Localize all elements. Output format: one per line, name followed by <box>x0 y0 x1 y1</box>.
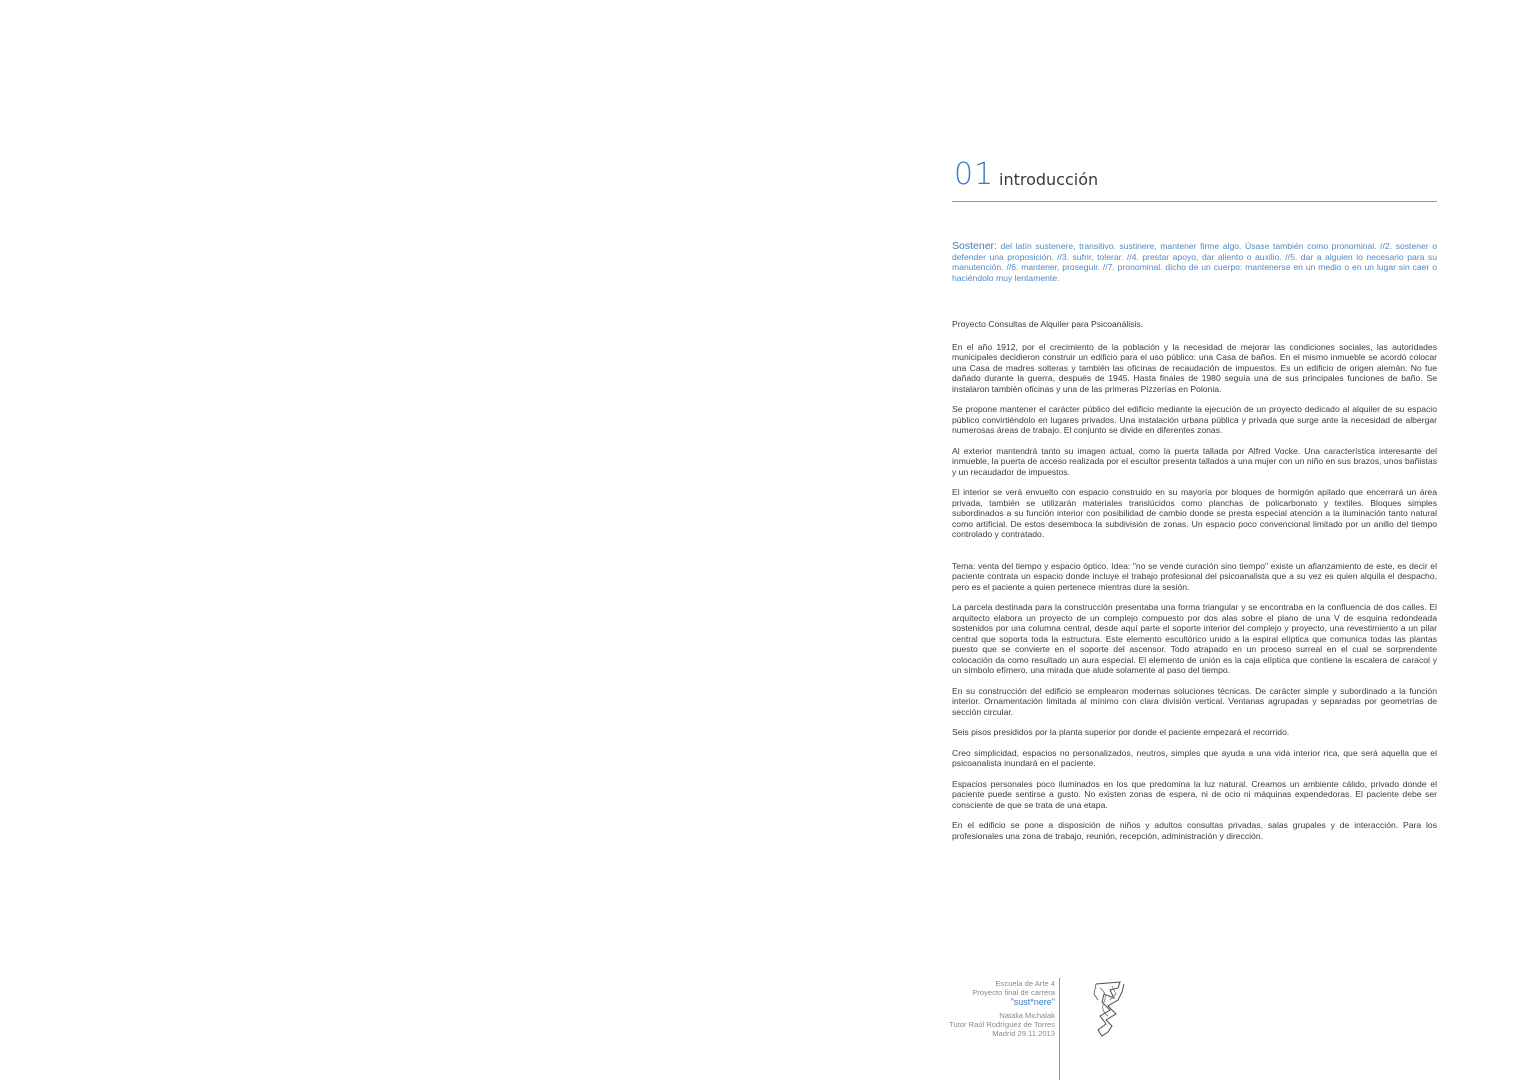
definition-term: Sostener: <box>952 240 997 252</box>
section-title: introducción <box>999 170 1099 189</box>
footer-author: Natalia Michalak <box>999 1011 1055 1021</box>
body-paragraph-exterior: Al exterior mantendrá tanto su imagen actual, como la puerta tallada por Alfred Vocke. Una característica interesante del inmueble, la puerta de acceso realizada por el escultor presenta tallados a una mujer con un niño en sus brazos, unos bañistas y un recaudador de impuestos. <box>952 445 1437 477</box>
body-paragraph-floors: Seis pisos presididos por la planta superior por donde el paciente empezará el recorrido. <box>952 727 1290 737</box>
body-paragraph-proposal: Se propone mantener el carácter público del edificio mediante la ejecución de un proyecto dedicado al alquiler de su espacio público convirtiéndolo en lugares privados. Una instalación urbana pública y privada que surge ante la necesidad de albergar numerosas áreas de trabajo. El conjunto se divide en diferentes zonas. <box>952 404 1437 435</box>
footer-school: Escuela de Arte 4 <box>995 979 1055 988</box>
body-text <box>952 319 1437 851</box>
body-paragraph-history: En el año 1912, por el crecimiento de la población y la necesidad de mejorar las condiciones sociales, las autoridades municipales decidieron construir un edificio para el uso público: una Casa de baños. En el mismo inmueble se acordó colocar una Casa de madres solteras y también las oficinas de recaudación de impuestos. Es un edificio de origen alemán. No fue dañado durante la guerra, después de 1945. Hasta finales de 1980 seguía una de sus principales funciones de baño. Se instalaron también oficinas y una de las primeras Pizzerías en Polonia. <box>952 341 1437 394</box>
footer-tutor: Tutor Raúl Rodríguez de Torres <box>949 1020 1055 1030</box>
definition-text: del latín sustenere, transitivo. sustinere, mantener firme algo. Úsase también como pronominal. //2. sostener o defender una proposición. //3. sufrir, tolerar. //4. prestar apoyo, dar aliento o auxilio. //5. dar a alguien lo necesario para su manutención. //6. mantener, proseguir. //7. pronominal. dicho de un cuerpo: mantenerse en un medio o en un lugar sin caer o haciéndolo muy lentamente. <box>952 241 1437 283</box>
section-number: 01 <box>954 157 995 192</box>
body-paragraph-project: Proyecto Consultas de Alquiler para Psicoanálisis. <box>952 319 1144 329</box>
body-paragraph-theme: Tema: venta del tiempo y espacio óptico. Idea: "no se vende curación sino tiempo" existe un afianzamiento de este, es decir el paciente contrata un espacio donde incluye el trabajo profesional del psicoanalista que a su vez es quien alquila el despacho, pero es el paciente a quien pertenece mientras dure la sesión. <box>952 560 1437 592</box>
footer-project-name: "sust*nere" <box>1010 996 1055 1007</box>
body-paragraph-spaces: Espacios personales poco iluminados en los que predomina la luz natural. Creamos un ambiente cálido, privado donde el paciente puede sentirse a gusto. No existen zonas de espera, ni de ocio ni máquinas expendedoras. El paciente debe ser consciente de que se trata de una etapa. <box>952 778 1437 810</box>
footer-date: Madrid 29.11.2013 <box>992 1028 1055 1038</box>
section-header <box>952 155 1437 202</box>
body-paragraph-construction: En su construcción del edificio se emplearon modernas soluciones técnicas. De carácter simple y subordinado a la función interior. Ornamentación limitada al mínimo con clara división vertical. Ventanas agrupadas y separadas por geometrías de sección circular. <box>952 685 1437 717</box>
footer-divider <box>1059 978 1060 1080</box>
definition-paragraph <box>952 241 1437 283</box>
body-paragraph-program: En el edificio se pone a disposición de niños y adultos consultas privadas, salas grupales y de interacción. Para los profesionales una zona de trabajo, reunión, recepción, administración y dirección. <box>952 820 1437 841</box>
abstract-figure-logo-icon <box>1090 980 1126 1038</box>
footer-credits <box>930 980 1055 1039</box>
body-paragraph-site: La parcela destinada para la construcción presentaba una forma triangular y se encontraba en la confluencia de dos calles. El arquitecto elabora un proyecto de un complejo compuesto por dos alas sobre el plano de una V de esquina redondeada sostenidos por una columna central, desde aquí parte el soporte interior del complejo y proyecto, una revestimiento a un pilar central que soporta toda la estructura. Este elemento escultórico unido a la espiral elíptica que comunica todas las plantas puesto que se convierte en el soporte del ascensor. Todo atrapado en un proceso surreal en el cual se sorprendente colocación da como resultado un aura especial. El elemento de unión es la caja elíptica que contiene la escalera de caracol y un símbolo efímero, una mirada que alude solamente al paso del tiempo. <box>952 602 1437 675</box>
footer-course: Proyecto final de carrera <box>972 987 1055 997</box>
body-paragraph-interior: El interior se verá envuelto con espacio construido en su mayoría por bloques de hormigón apilado que encerrará un área privada, también se utilizarán materiales translúcidos como planchas de policarbonato y textiles. Bloques simples subordinados a su función interior con posibilidad de cambio donde se presta especial atención a la iluminación tanto natural como artificial. De estos desemboca la subdivisión de zonas. Un espacio poco convencional limitado por un anillo del tiempo controlado y contratado. <box>952 487 1437 539</box>
body-paragraph-simplicity: Creo simplicidad, espacios no personalizados, neutros, simples que ayuda a una vida interior rica, que será aquella que el psicoanalista inundará en el paciente. <box>952 747 1437 768</box>
